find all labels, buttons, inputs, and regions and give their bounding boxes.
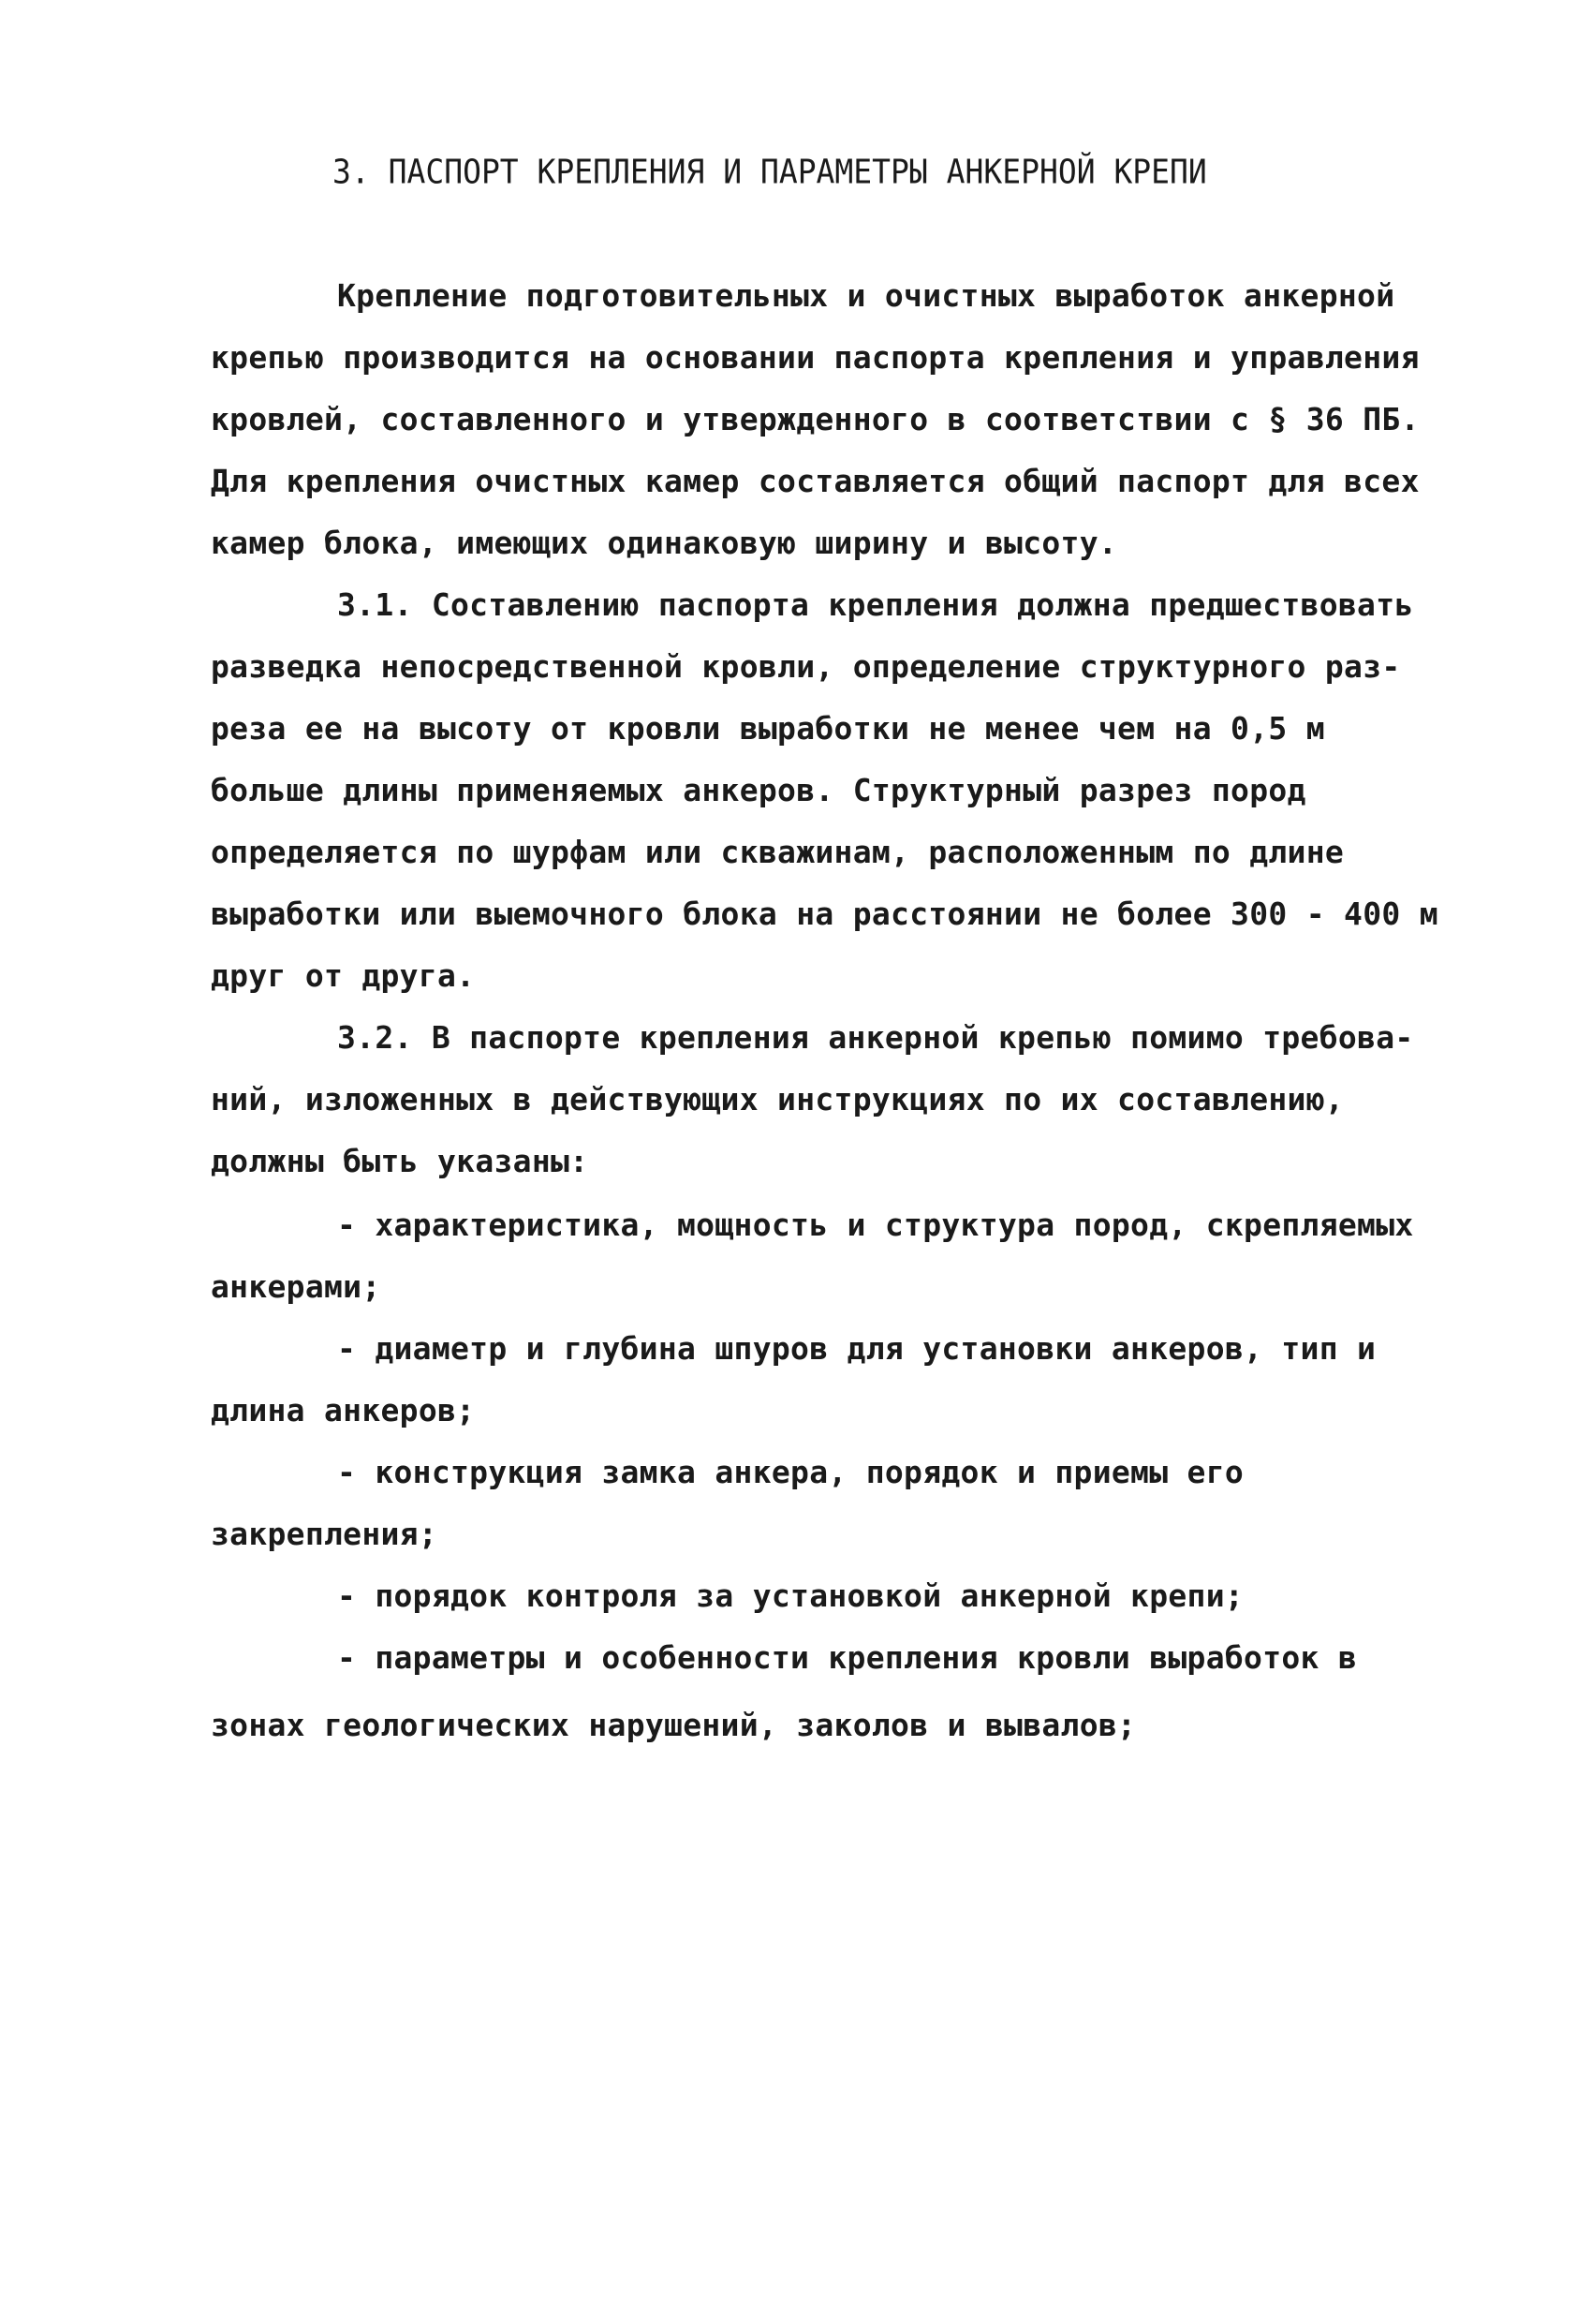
s31-line-2: разведка непосредственной кровли, определение структурного раз- bbox=[211, 648, 1401, 685]
bullet-3-line-1: - конструкция замка анкера, порядок и приемы его bbox=[337, 1454, 1245, 1490]
s31-line-3: реза ее на высоту от кровли выработки не менее чем на 0,5 м bbox=[211, 710, 1325, 747]
bullet-3-line-2: закрепления; bbox=[211, 1516, 438, 1552]
intro-line-3: кровлей, составленного и утвержденного в соответствии с § 36 ПБ. bbox=[211, 401, 1420, 437]
intro-line-5: камер блока, имеющих одинаковую ширину и высоту. bbox=[211, 525, 1118, 561]
bullet-1-line-2: анкерами; bbox=[211, 1268, 381, 1305]
s32-line-2: ний, изложенных в действующих инструкциях по их составлению, bbox=[211, 1081, 1345, 1118]
s32-line-1: 3.2. В паспорте крепления анкерной крепью помимо требова- bbox=[337, 1019, 1414, 1056]
s31-line-1: 3.1. Составлению паспорта крепления должна предшествовать bbox=[337, 586, 1414, 623]
bullet-4-line-1: - порядок контроля за установкой анкерной крепи; bbox=[337, 1577, 1245, 1614]
bullet-5-line-1: - параметры и особенности крепления кровли выработок в bbox=[337, 1639, 1358, 1676]
section-heading: 3. ПАСПОРТ КРЕПЛЕНИЯ И ПАРАМЕТРЫ АНКЕРНОЙ КРЕПИ bbox=[332, 152, 1207, 192]
s31-line-7: друг от друга. bbox=[211, 957, 476, 994]
bullet-2-line-1: - диаметр и глубина шпуров для установки анкеров, тип и bbox=[337, 1330, 1377, 1367]
intro-line-2: крепью производится на основании паспорта крепления и управления bbox=[211, 339, 1420, 376]
intro-line-1: Крепление подготовительных и очистных выработок анкерной bbox=[337, 277, 1395, 314]
bullet-1-line-1: - характеристика, мощность и структура пород, скрепляемых bbox=[337, 1206, 1414, 1243]
bullet-5-line-2: зонах геологических нарушений, заколов и вывалов; bbox=[211, 1707, 1137, 1743]
intro-line-4: Для крепления очистных камер составляется общий паспорт для всех bbox=[211, 463, 1420, 499]
s31-line-6: выработки или выемочного блока на расстоянии не более 300 - 400 м bbox=[211, 896, 1438, 932]
bullet-2-line-2: длина анкеров; bbox=[211, 1392, 476, 1428]
s31-line-4: больше длины применяемых анкеров. Структурный разрез пород bbox=[211, 772, 1306, 808]
s32-line-3: должны быть указаны: bbox=[211, 1143, 589, 1179]
s31-line-5: определяется по шурфам или скважинам, расположенным по длине bbox=[211, 834, 1345, 870]
